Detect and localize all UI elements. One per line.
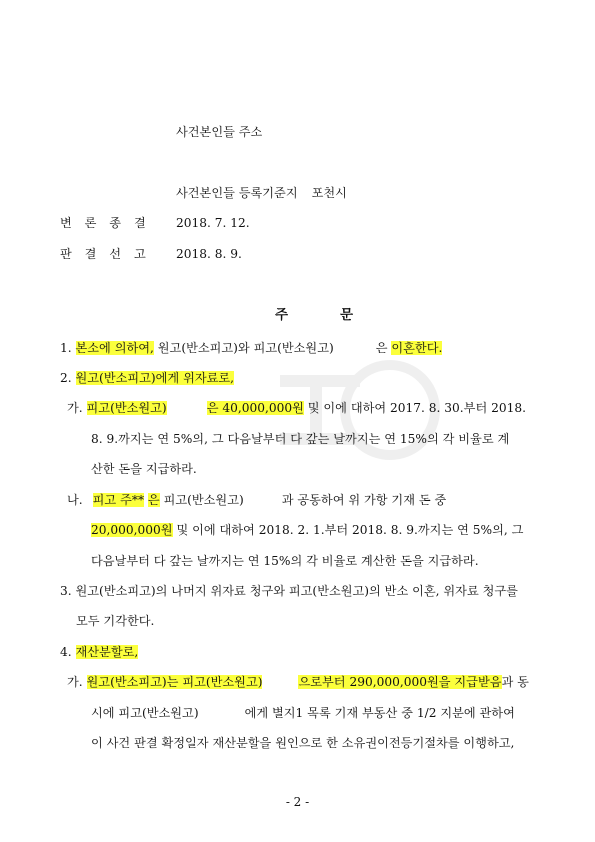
item-2a-text-1: 및 이에 대하여 2017. 8. 30.부터 2018. bbox=[307, 401, 526, 415]
item-2b-text-2: 과 공동하여 위 가항 기재 돈 중 bbox=[281, 493, 447, 507]
section-title bbox=[275, 303, 353, 323]
address-label: 사건본인들 주소 bbox=[176, 125, 263, 139]
item-2b-line-2 bbox=[91, 522, 523, 538]
item-4a-line-2 bbox=[91, 705, 515, 721]
item-4 bbox=[60, 644, 138, 660]
item-2-number: 2. bbox=[60, 371, 72, 385]
item-4-number: 4. bbox=[60, 645, 72, 659]
item-2b-highlight-b: 은 bbox=[147, 493, 160, 507]
item-4a-text-2: 시에 피고(반소원고) bbox=[91, 706, 199, 720]
item-2-highlight: 원고(반소피고)에게 위자료로, bbox=[75, 371, 235, 385]
item-2 bbox=[60, 370, 234, 386]
item-4a-mark: 가. bbox=[67, 675, 83, 689]
item-2b-highlight-a: 피고 주** bbox=[92, 493, 145, 507]
item-4a-highlight-a: 원고(반소피고)는 피고(반소원고) bbox=[86, 675, 263, 689]
ruling-label: 판 결 선 고 bbox=[60, 247, 151, 261]
item-1 bbox=[60, 340, 442, 356]
item-4a-highlight-b: 으로부터 290,000,000원을 지급받음 bbox=[298, 675, 502, 689]
item-2a-highlight-a: 피고(반소원고) bbox=[86, 401, 167, 415]
ruling-date: 2018. 8. 9. bbox=[176, 247, 242, 261]
item-4-highlight: 재산분할로, bbox=[75, 645, 139, 659]
item-4a-text-3: 에게 별지1 목록 기재 부동산 중 1/2 지분에 관하여 bbox=[244, 706, 515, 720]
item-1-highlight-b: 이혼한다. bbox=[391, 341, 443, 355]
item-2b-text-3: 및 이에 대하여 2018. 2. 1.부터 2018. 8. 9.까지는 연 5%의, 그 bbox=[176, 523, 524, 537]
item-2b-mark: 나. bbox=[67, 493, 83, 507]
registry-label: 사건본인들 등록기준지 bbox=[176, 186, 298, 200]
closing-label: 변 론 종 결 bbox=[60, 216, 151, 230]
item-2a-line-1 bbox=[67, 400, 526, 416]
item-4a-text-1: 과 동 bbox=[501, 675, 529, 689]
item-2b-line-1 bbox=[67, 492, 446, 508]
item-3 bbox=[60, 583, 518, 599]
closing-date: 2018. 7. 12. bbox=[176, 216, 250, 230]
item-3-text-1: 원고(반소피고)의 나머지 위자료 청구와 피고(반소원고)의 반소 이혼, 위자료 청구를 bbox=[75, 584, 518, 598]
title-left: 주 bbox=[275, 307, 289, 323]
item-2b-text-4: 다음날부터 다 갚는 날까지는 연 15%의 각 비율로 계산한 돈을 지급하라. bbox=[91, 554, 479, 568]
title-right: 문 bbox=[340, 307, 354, 323]
item-2a-text-3: 산한 돈을 지급하라. bbox=[91, 462, 197, 476]
item-1-text-a: 원고(반소피고)와 피고(반소원고) bbox=[157, 341, 334, 355]
registry-value: 포천시 bbox=[311, 186, 347, 200]
registry-row bbox=[176, 185, 347, 201]
item-2b-text-1: 피고(반소원고) bbox=[163, 493, 244, 507]
item-2a-highlight-b: 은 40,000,000원 bbox=[206, 401, 304, 415]
item-3-number: 3. bbox=[60, 584, 72, 598]
item-4a-text-4: 이 사건 판결 확정일자 재산분할을 원인으로 한 소유권이전등기절차를 이행하고, bbox=[91, 736, 515, 750]
item-1-text-b: 은 bbox=[375, 341, 388, 355]
item-2a-mark: 가. bbox=[67, 401, 83, 415]
item-1-number: 1. bbox=[60, 341, 72, 355]
item-4a-line-1 bbox=[67, 674, 529, 690]
page-number: - 2 - bbox=[285, 795, 310, 809]
item-2a-text-2: 8. 9.까지는 연 5%의, 그 다음날부터 다 갚는 날까지는 연 15%의 각 비율로 계 bbox=[91, 432, 510, 446]
item-3-text-2: 모두 기각한다. bbox=[76, 614, 155, 628]
item-1-highlight-a: 본소에 의하여, bbox=[75, 341, 154, 355]
item-2b-highlight-c: 20,000,000원 bbox=[91, 523, 173, 537]
